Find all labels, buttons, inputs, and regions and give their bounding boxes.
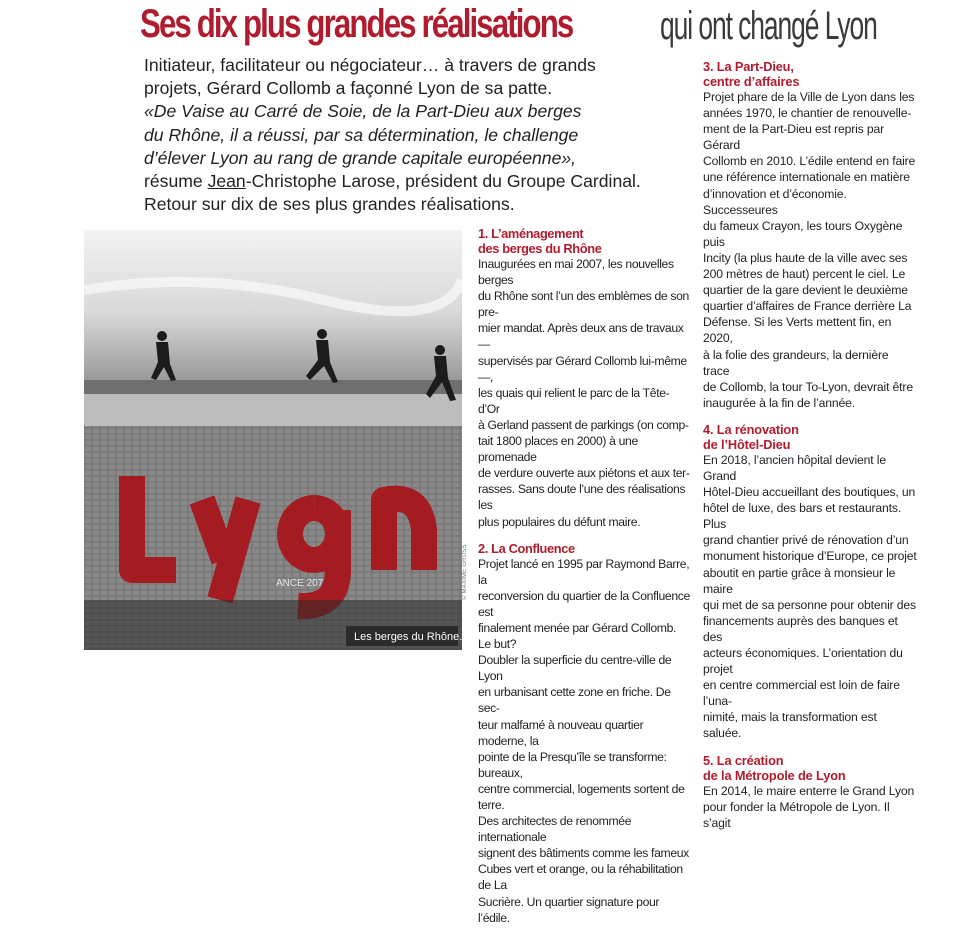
- section-4-body: [703, 452, 918, 742]
- section-3-body: [703, 89, 918, 411]
- body-line: En 2014, le maire enterre le Grand Lyon: [703, 783, 915, 798]
- body-line: les quais qui relient le parc de la Tête-d’Or: [478, 385, 670, 416]
- body-line: Défense. Si les Verts mettent fin, en 2020,: [703, 315, 892, 346]
- body-line: de verdure ouverte aux piétons et aux ter-: [478, 466, 690, 481]
- section-5-body: [703, 783, 918, 831]
- body-line: qui met de sa personne pour obtenir des: [703, 597, 916, 612]
- headline-light: qui ont changé Lyon: [660, 4, 877, 48]
- section-title-line: de la Métropole de Lyon: [703, 767, 846, 783]
- body-line: centre commercial, logements sortent de terre.: [478, 781, 685, 812]
- body-line: 200 mètres de haut) percent le ciel. Le: [703, 267, 906, 282]
- intro-line: [144, 170, 694, 193]
- intro-quote-line: d’élever Lyon au rang de grande capitale européenne»,: [144, 147, 577, 168]
- intro-underlined-name: Jean: [207, 171, 246, 192]
- body-line: tait 1800 places en 2000) à une promenade: [478, 434, 638, 465]
- section-2-body: [478, 556, 690, 926]
- intro-text: -Christophe Larose, président du Groupe Cardinal.: [245, 171, 641, 192]
- body-line: une référence internationale en matière: [703, 170, 910, 185]
- section-title-line: 3. La Part-Dieu,: [703, 59, 794, 74]
- headline: [140, 2, 940, 48]
- body-line: pointe de la Presqu’île se transforme: bureaux,: [478, 749, 667, 780]
- body-line: finalement menée par Gérard Collomb. Le but?: [478, 620, 677, 652]
- body-line: financements auprès des banques et des: [703, 613, 898, 644]
- body-line: de Collomb, la tour To-Lyon, devrait être: [703, 379, 913, 394]
- body-line: hôtel de luxe, des bars et restaurants. Plus: [703, 501, 902, 532]
- body-line: plus populaires du défunt maire.: [478, 514, 641, 529]
- column-right: [703, 59, 918, 837]
- body-line: Inaugurées en mai 2007, les nouvelles berges: [478, 257, 674, 288]
- intro-quote-line: «De Vaise au Carré de Soie, de la Part-Dieu aux berges: [144, 101, 582, 122]
- section-1-body: [478, 256, 690, 530]
- body-line: aboutit en partie grâce à monsieur le maire: [703, 565, 896, 596]
- photo-caption: Les berges du Rhône.: [354, 631, 463, 643]
- body-line: quartier d’affaires de France derrière La: [703, 299, 912, 314]
- body-line: supervisés par Gérard Collomb lui-même —,: [478, 353, 687, 384]
- body-line: du Rhône sont l’un des emblèmes de son pre-: [478, 289, 689, 320]
- body-line: quartier de la gare devient le deuxième: [703, 283, 908, 298]
- headline-bold: Ses dix plus grandes réalisations: [140, 2, 573, 46]
- body-line: à la folie des grandeurs, la dernière trace: [703, 347, 889, 378]
- section-3-title: [703, 59, 918, 89]
- body-line: années 1970, le chantier de renouvelle-: [703, 106, 912, 121]
- body-line: grand chantier privé de rénovation d’un: [703, 533, 909, 548]
- section-4-title: [703, 422, 918, 452]
- intro-line: Retour sur dix de ses plus grandes réalisations.: [144, 194, 515, 215]
- body-line: En 2018, l’ancien hôpital devient le Grand: [703, 452, 886, 483]
- body-line: d’innovation et d’économie. Successeures: [703, 186, 847, 217]
- body-line: Doubler la superficie du centre-ville de Lyon: [478, 653, 672, 684]
- body-line: en centre commercial est loin de faire l’una-: [703, 678, 900, 709]
- section-title-line: 4. La rénovation: [703, 421, 799, 437]
- body-line: inaugurée à la fin de l’année.: [703, 395, 856, 410]
- section-title-line: de l’Hôtel-Dieu: [703, 436, 791, 452]
- section-title-line: 5. La création: [703, 752, 784, 768]
- section-5-title: [703, 753, 918, 783]
- body-line: à Gerland passent de parkings (on comp-: [478, 417, 689, 432]
- intro-quote-line: du Rhône, il a réussi, par sa détermination, le challenge: [144, 124, 579, 145]
- intro-line: Initiateur, facilitateur ou négociateur… à travers de grands: [144, 55, 596, 75]
- body-line: rasses. Sans doute l’une des réalisations les: [478, 482, 686, 513]
- section-1-title: [478, 226, 690, 256]
- body-line: du fameux Crayon, les tours Oxygène puis: [703, 218, 903, 249]
- section-title-line: 1. L’aménagement: [478, 226, 584, 241]
- intro-text: résume: [144, 171, 208, 192]
- body-line: Des architectes de renommée internationale: [478, 814, 632, 845]
- body-line: signent des bâtiments comme les fameux: [478, 846, 689, 861]
- body-line: nimité, mais la transformation est saluée.: [703, 710, 877, 741]
- body-line: ment de la Part-Dieu est repris par Gérard: [703, 122, 885, 153]
- intro-line: projets, Gérard Collomb a façonné Lyon de sa patte.: [144, 78, 553, 99]
- section-title-line: centre d’affaires: [703, 74, 800, 89]
- section-title-line: 2. La Confluence: [478, 540, 575, 556]
- photo-credit: © MAXIME GRUSS: [462, 544, 468, 600]
- body-line: Projet phare de la Ville de Lyon dans les: [703, 90, 915, 104]
- body-line: monument historique d’Europe, ce projet: [703, 549, 917, 564]
- body-line: mier mandat. Après deux ans de travaux —: [478, 321, 684, 352]
- section-title-line: des berges du Rhône: [478, 241, 602, 256]
- body-line: Projet lancé en 1995 par Raymond Barre, la: [478, 556, 690, 587]
- body-line: acteurs économiques. L’orientation du projet: [703, 646, 903, 677]
- body-line: Sucrière. Un quartier signature pour l’édile.: [478, 894, 660, 925]
- body-line: Cubes vert et orange, ou la réhabilitation de La: [478, 862, 683, 893]
- body-line: Hôtel-Dieu accueillant des boutiques, un: [703, 485, 916, 500]
- body-line: teur malfamé à nouveau quartier moderne, la: [478, 717, 644, 748]
- body-line: Incity (la plus haute de la ville avec ses: [703, 250, 908, 265]
- riverbank-photo: [84, 230, 462, 650]
- body-line: en urbanisant cette zone en friche. De sec-: [478, 685, 671, 716]
- column-middle: [478, 226, 690, 932]
- section-2-title: [478, 541, 690, 556]
- intro-paragraph: [144, 54, 694, 216]
- plaque-text: ANCE 207: [276, 578, 324, 589]
- body-line: pour fonder la Métropole de Lyon. Il s’agit: [703, 799, 890, 830]
- body-line: reconversion du quartier de la Confluence est: [478, 588, 690, 619]
- body-line: Collomb en 2010. L’édile entend en faire: [703, 154, 916, 169]
